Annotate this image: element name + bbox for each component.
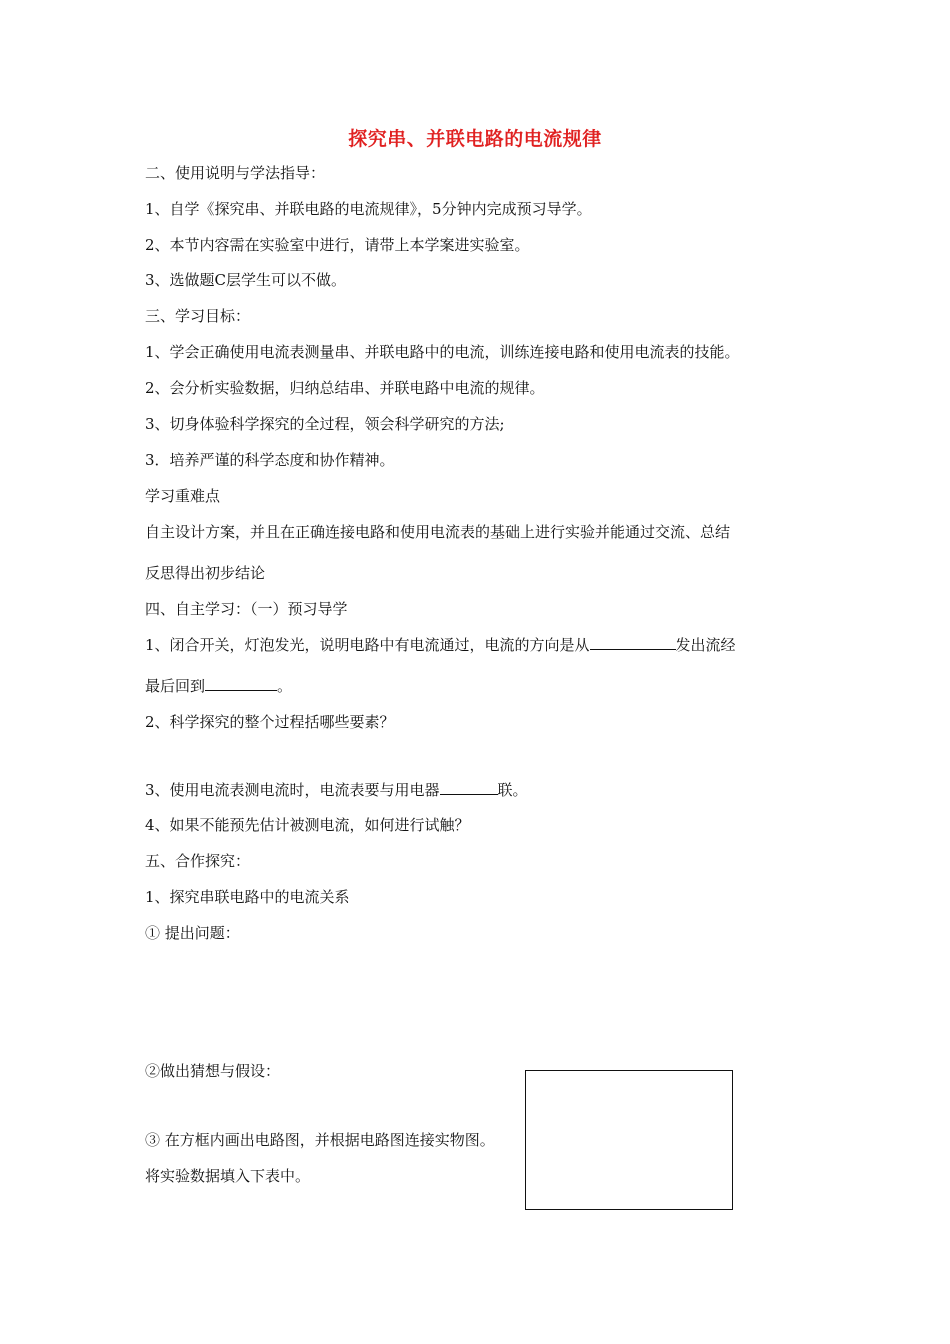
section3-item-2: 2、会分析实验数据，归纳总结串、并联电路中电流的规律。 — [145, 379, 545, 397]
section3-heading: 三、学习目标： — [145, 307, 251, 325]
section4-question-4: 4、如果不能预先估计被测电流，如何进行试触？ — [145, 816, 470, 834]
section2-heading: 二、使用说明与学法指导： — [145, 164, 326, 182]
keypoints-line-1: 自主设计方案，并且在正确连接电路和使用电流表的基础上进行实验并能通过交流、总结 — [145, 523, 731, 541]
section4-question-1 — [145, 635, 736, 655]
circuit-drawing-box[interactable] — [525, 1070, 733, 1210]
section4-heading: 四、自主学习：（一）预习导学 — [145, 600, 348, 618]
question-1-text-b: 发出流经 — [675, 636, 736, 654]
keypoints-heading: 学习重难点 — [145, 487, 221, 505]
section3-item-4: 3．培养严谨的科学态度和协作精神。 — [145, 451, 395, 469]
section3-item-3: 3、切身体验科学探究的全过程，领会科学研究的方法; — [145, 415, 505, 433]
question-3-text-b: 联。 — [497, 781, 528, 799]
section2-item-3: 3、选做题C层学生可以不做。 — [145, 271, 347, 289]
answer-blank-3[interactable] — [440, 780, 498, 795]
section4-question-2: 2、科学探究的整个过程括哪些要素？ — [145, 713, 395, 731]
section5-step-2: ②做出猜想与假设： — [145, 1062, 281, 1080]
section4-question-3 — [145, 780, 528, 800]
section2-item-2: 2、本节内容需在实验室中进行，请带上本学案进实验室。 — [145, 236, 530, 254]
answer-blank-2[interactable] — [205, 676, 277, 691]
section5-heading: 五、合作探究： — [145, 852, 251, 870]
question-1-text-c: 最后回到 — [145, 677, 206, 695]
section5-step-4: 将实验数据填入下表中。 — [145, 1167, 311, 1185]
question-1-text-d: 。 — [277, 677, 293, 695]
document-title: 探究串、并联电路的电流规律 — [348, 128, 602, 150]
question-3-text-a: 3、使用电流表测电流时，电流表要与用电器 — [145, 781, 440, 799]
question-1-text-a: 1、闭合开关，灯泡发光，说明电路中有电流通过，电流的方向是从 — [145, 636, 590, 654]
section5-step-3: ③ 在方框内画出电路图，并根据电路图连接实物图。 — [145, 1131, 495, 1149]
section4-question-1-cont — [145, 676, 292, 696]
section5-step-1: ① 提出问题： — [145, 924, 240, 942]
answer-blank-1[interactable] — [590, 635, 676, 650]
section3-item-1: 1、学会正确使用电流表测量串、并联电路中的电流，训练连接电路和使用电流表的技能。 — [145, 343, 740, 361]
section2-item-1: 1、自学《探究串、并联电路的电流规律》，5分钟内完成预习导学。 — [145, 200, 592, 218]
keypoints-line-2: 反思得出初步结论 — [145, 564, 266, 582]
section5-item-1: 1、探究串联电路中的电流关系 — [145, 888, 350, 906]
